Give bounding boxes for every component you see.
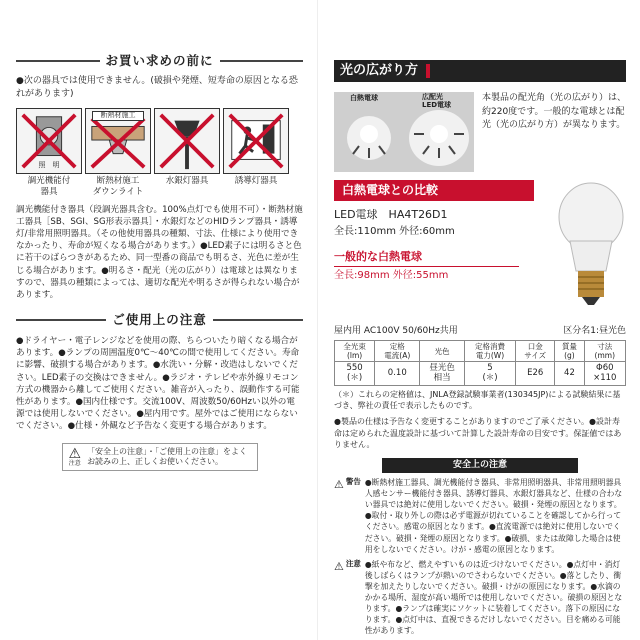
table-cell: 昼光色 相当 bbox=[420, 362, 465, 385]
table-header-cell: 寸法 (mm) bbox=[584, 341, 625, 362]
insulated-downlight-prohibited-icon bbox=[85, 108, 151, 174]
usage-heading-bar bbox=[16, 311, 303, 329]
purchase-heading-bar bbox=[16, 52, 303, 70]
read-safety-box bbox=[62, 443, 258, 472]
dimmer-prohibited-icon bbox=[16, 108, 82, 174]
spec-notes: ●製品の仕様は予告なく変更することがありますのでご了承ください。●設計寿命は定められた温度設計に基づいて計算した設計寿命の目安です。保証値ではありません。 bbox=[334, 417, 622, 450]
caution-label: ⚠ 注意 bbox=[334, 558, 361, 573]
accent-stripe bbox=[426, 64, 430, 78]
icon-tag: 断熱材施工 bbox=[92, 111, 144, 121]
comparison-section bbox=[334, 207, 626, 319]
table-header-cell: 質量 (g) bbox=[555, 341, 584, 362]
safety-heading: 安全上の注意 bbox=[382, 458, 578, 473]
warning-text: ●断熱材施工器具、調光機能付き器具、非常用照明器具、非常用照明器具人感センサー機能付き器具、誘導灯器具、水銀灯器具など、仕様の合わない器具では絶対に使用しないでください。破損・発煙の原因となります。●取付・取り外しの際は必ず電源が切れていることを確認してから行ってください。感電の原因となります。●直流電源では絶対に使用しないでください。破損・発煙の原因となります。●破損、または故障した場合は使用をしないでください。けが・感電の原因となります。 bbox=[364, 478, 623, 554]
spec-table-header bbox=[334, 325, 626, 338]
heading-rule bbox=[16, 319, 106, 321]
led-spread-label: 広配光 LED電球 bbox=[422, 93, 452, 110]
warning-triangle-icon: ⚠ bbox=[334, 478, 344, 492]
incandescent-dimensions: 全長:98mm 外径:55mm bbox=[334, 269, 449, 281]
read-safety-text: 「安全上の注意」・「ご使用上の注意」をよくお読みの上、正しくお使いください。 bbox=[87, 446, 248, 466]
right-column bbox=[322, 0, 640, 640]
table-header-cell: 定格消費 電力(W) bbox=[464, 341, 515, 362]
led-bulb-illustration bbox=[556, 179, 626, 319]
light-spread-section bbox=[334, 92, 626, 176]
icon-caption: 調光機能付 器具 bbox=[27, 176, 71, 197]
table-header-cell: 光色 bbox=[420, 341, 465, 362]
usage-notes-text: ●ドライヤー・電子レンジなどを使用の際、ちらついたり暗くなる場合があります。●ランプの周囲温度0℃〜40℃の間で使用してください。寿命に影響、破損する場合があります。●水洗い・分解・改造はしないでください。LED素子の交換はできません。●ラジオ・テレビや赤外線リモコン方式の機器から離してご使用ください。雑音が入ったり、誤動作する可能性があります。●国内仕様です。交流100V、周波数50/60Hzい以外の電源では使用しないでください。●屋内用です。屋外ではご使用にならないでください。●仕様・外観など予告なく変更する場合があります。 bbox=[16, 335, 300, 432]
caution-block bbox=[334, 559, 626, 636]
usage-heading: ご使用上の注意 bbox=[112, 312, 207, 328]
led-dimensions: 全長:110mm 外径:60mm bbox=[334, 226, 455, 238]
icon-caption: 誘導灯器具 bbox=[234, 176, 278, 187]
spread-heading: 光の広がり方 bbox=[340, 63, 419, 78]
caution-triangle-icon: ⚠ 注意 bbox=[68, 445, 82, 467]
category-spec: 区分名1:昼光色 bbox=[563, 326, 626, 337]
table-cell: 550 (＊) bbox=[335, 362, 375, 385]
spread-description: 本製品の配光角（光の広がり）は、約220度です。一般的な電球とは配光（光の広がり方）が異なります。 bbox=[482, 93, 627, 131]
incandescent-label: 白熱電球 bbox=[350, 94, 378, 103]
table-header-row bbox=[335, 341, 626, 362]
purchase-heading: お買い求めの前に bbox=[105, 53, 214, 68]
table-cell: E26 bbox=[516, 362, 555, 385]
compare-heading: 白熱電球との比較 bbox=[334, 180, 534, 201]
rating-footnote: （＊）これらの定格値は、JNLA登録試験事業者(130345JP)による試験結果に基づき、弊社の責任で表示したものです。 bbox=[334, 389, 621, 410]
incompatible-fixtures-text: 調光機能付き器具（段調光器具含む。100%点灯でも使用不可）・断熱材施工器具［SB、SGI、SG形表示器具］・水銀灯などのHIDランプ器具・誘導灯/非常用照明器具。（その他使用器具の種類、寸法、仕様により使用できなかったり、寿命が短くなる場合があります。）●LED素子には明るさと色に若干のばらつきがあるため、同一型番の商品でも明るさ、光色に差が生じる場合があります。●明るさ・配光（光の広がり）は電球とは異なりますので、器具の種類によっては、適切な配光や明るさが得られない場合があります。 bbox=[16, 204, 303, 300]
icon-under-label: 照 明 bbox=[38, 161, 60, 170]
table-cell: 0.10 bbox=[375, 362, 420, 385]
power-spec: 屋内用 AC100V 50/60Hz共用 bbox=[334, 326, 458, 337]
light-spread-illustration bbox=[334, 92, 474, 172]
prohibited-item bbox=[85, 108, 151, 197]
heading-rule bbox=[16, 60, 100, 62]
prohibited-item bbox=[223, 108, 289, 197]
table-cell: 42 bbox=[555, 362, 584, 385]
spread-heading-bar bbox=[334, 60, 626, 82]
heading-rule bbox=[213, 319, 303, 321]
table-row bbox=[335, 362, 626, 385]
prohibited-notice: ●次の器具では使用できません。(破損や発煙、短寿命の原因となる恐れがあります) bbox=[16, 75, 298, 99]
icon-caption: 水銀灯器具 bbox=[165, 176, 209, 187]
incandescent-heading: 一般的な白熱電球 bbox=[334, 250, 422, 264]
heading-rule bbox=[220, 60, 304, 62]
table-header-cell: 口金 サイズ bbox=[516, 341, 555, 362]
table-cell: 5 (＊) bbox=[464, 362, 515, 385]
prohibited-icons bbox=[16, 108, 303, 197]
warning-label: ⚠ 警告 bbox=[334, 477, 361, 492]
exit-sign-prohibited-icon bbox=[223, 108, 289, 174]
table-header-cell: 全光束 (lm) bbox=[335, 341, 375, 362]
caution-text: ●紙や布など、燃えやすいものは近づけないでください。●点灯中・消灯後しばらくはランプが熱いのでさわらないでください。●落としたり、衝撃を加えたりしないでください。破損・けがの原因になります。●水滴のかかる場所、湿度が高い場所では使用しないでください。破損の原因となります。●ランプは確実にソケットに装着してください。落下の原因になります。●点灯中は、直視できるだけしないでください。目を痛める可能性があります。 bbox=[364, 559, 623, 635]
mercury-lamp-prohibited-icon bbox=[154, 108, 220, 174]
led-model: LED電球 HA4T26D1 bbox=[334, 208, 448, 222]
spec-table bbox=[334, 340, 626, 385]
left-column bbox=[0, 0, 318, 640]
red-rule bbox=[334, 266, 519, 267]
caution-triangle-icon: ⚠ bbox=[334, 559, 344, 573]
warning-block bbox=[334, 477, 626, 554]
table-cell: Φ60 ×110 bbox=[584, 362, 625, 385]
icon-caption: 断熱材施工 ダウンライト bbox=[92, 176, 144, 197]
prohibited-item bbox=[16, 108, 82, 197]
prohibited-item bbox=[154, 108, 220, 197]
table-header-cell: 定格 電流(A) bbox=[375, 341, 420, 362]
